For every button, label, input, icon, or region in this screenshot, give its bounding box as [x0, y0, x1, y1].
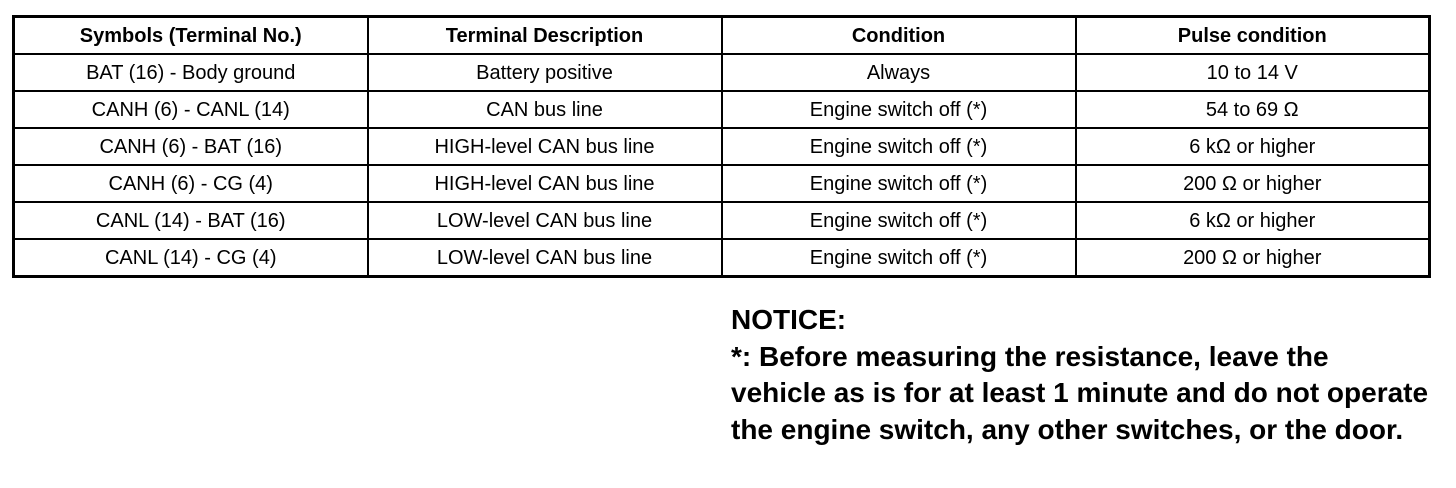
- cell-condition: Engine switch off (*): [722, 165, 1076, 202]
- cell-pulse-condition: 10 to 14 V: [1076, 54, 1430, 91]
- cell-symbols: CANH (6) - BAT (16): [14, 128, 368, 165]
- cell-condition: Engine switch off (*): [722, 202, 1076, 239]
- notice-block: [731, 302, 1431, 448]
- table-row: [14, 202, 1430, 239]
- table-row: [14, 128, 1430, 165]
- header-condition: Condition: [722, 17, 1076, 55]
- header-terminal-description: Terminal Description: [368, 17, 722, 55]
- table-row: [14, 165, 1430, 202]
- cell-condition: Engine switch off (*): [722, 128, 1076, 165]
- cell-pulse-condition: 6 kΩ or higher: [1076, 128, 1430, 165]
- terminal-spec-table: [12, 15, 1431, 278]
- cell-symbols: CANH (6) - CANL (14): [14, 91, 368, 128]
- cell-description: CAN bus line: [368, 91, 722, 128]
- cell-symbols: CANL (14) - BAT (16): [14, 202, 368, 239]
- cell-symbols: CANL (14) - CG (4): [14, 239, 368, 277]
- cell-condition: Always: [722, 54, 1076, 91]
- header-pulse-condition: Pulse condition: [1076, 17, 1430, 55]
- notice-title: NOTICE:: [731, 304, 847, 335]
- cell-description: HIGH-level CAN bus line: [368, 128, 722, 165]
- table-header-row: [14, 17, 1430, 55]
- cell-pulse-condition: 200 Ω or higher: [1076, 239, 1430, 277]
- table-row: [14, 91, 1430, 128]
- table-row: [14, 239, 1430, 277]
- cell-symbols: CANH (6) - CG (4): [14, 165, 368, 202]
- table-row: [14, 54, 1430, 91]
- cell-condition: Engine switch off (*): [722, 91, 1076, 128]
- cell-pulse-condition: 6 kΩ or higher: [1076, 202, 1430, 239]
- cell-pulse-condition: 54 to 69 Ω: [1076, 91, 1430, 128]
- cell-description: LOW-level CAN bus line: [368, 202, 722, 239]
- cell-description: LOW-level CAN bus line: [368, 239, 722, 277]
- cell-description: Battery positive: [368, 54, 722, 91]
- notice-text: *: Before measuring the resistance, leave the vehicle as is for at least 1 minute and do not operate the engine switch, any other switches, or the door.: [731, 340, 1429, 445]
- cell-pulse-condition: 200 Ω or higher: [1076, 165, 1430, 202]
- cell-description: HIGH-level CAN bus line: [368, 165, 722, 202]
- header-symbols: Symbols (Terminal No.): [14, 17, 368, 55]
- cell-symbols: BAT (16) - Body ground: [14, 54, 368, 91]
- cell-condition: Engine switch off (*): [722, 239, 1076, 277]
